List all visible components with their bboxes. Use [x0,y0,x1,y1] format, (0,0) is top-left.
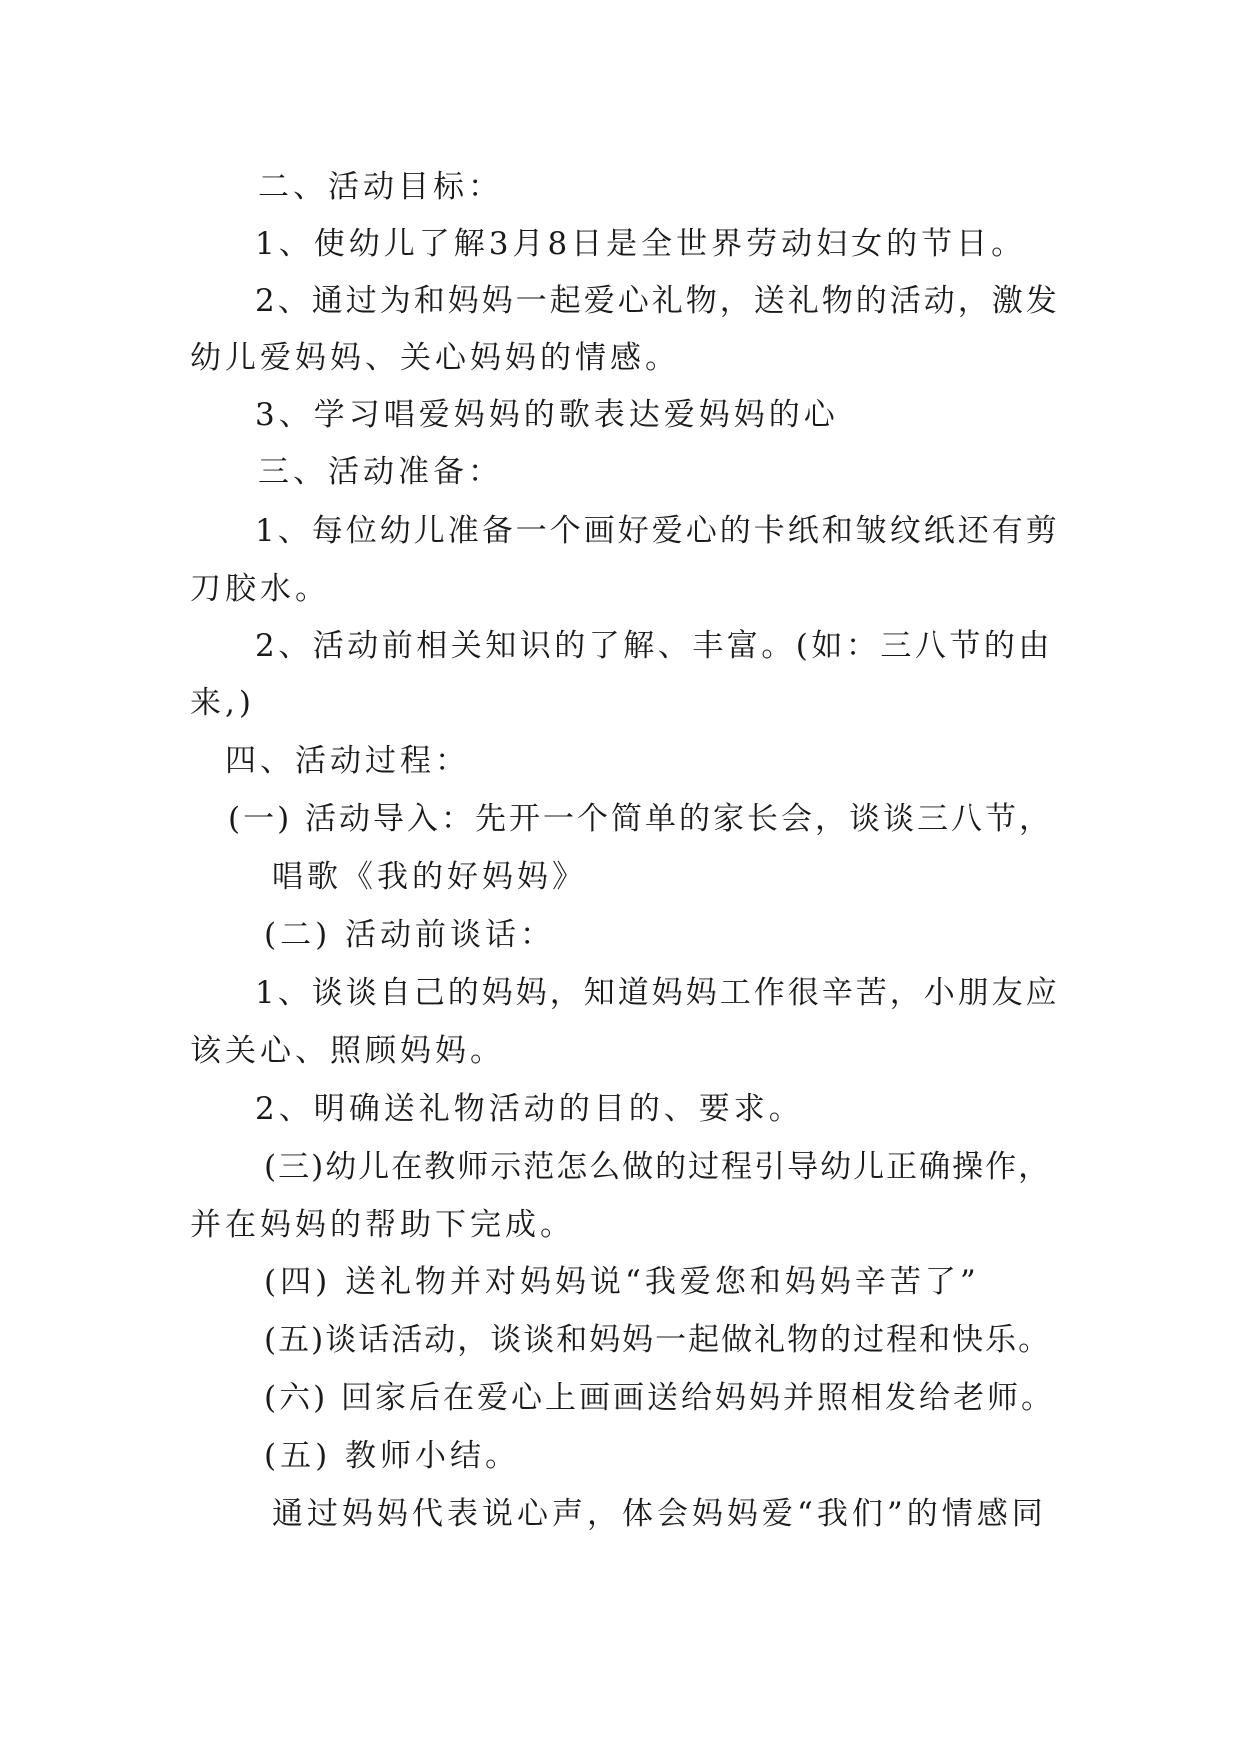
paragraph-line: (五) 教师小结。 [264,1438,521,1474]
paragraph-line: 2、明确送礼物活动的目的、要求。 [255,1091,804,1127]
paragraph-line: 2、通过为和妈妈一起爱心礼物，送礼物的活动，激发 [255,283,1060,319]
paragraph-line: 1、每位幼儿准备一个画好爱心的卡纸和皱纹纸还有剪 [255,513,1060,549]
paragraph-line: 来,) [190,685,255,721]
section-heading-process: 四、活动过程： [225,743,470,779]
paragraph-line: 3、学习唱爱妈妈的歌表达爱妈妈的心 [255,397,839,433]
paragraph-line: (三)幼儿在教师示范怎么做的过程引导幼儿正确操作， [264,1149,1052,1185]
paragraph-line: 并在妈妈的帮助下完成。 [190,1207,575,1243]
paragraph-line: (二) 活动前谈话： [264,917,556,953]
paragraph-line: 刀胶水。 [190,571,330,607]
paragraph-line: 该关心、照顾妈妈。 [190,1033,505,1069]
paragraph-line: (四) 送礼物并对妈妈说“我爱您和妈妈辛苦了” [264,1264,980,1300]
section-heading-goals: 二、活动目标： [258,169,503,205]
paragraph-line: 通过妈妈代表说心声，体会妈妈爱“我们”的情感同 [272,1496,1047,1532]
paragraph-line: (一) 活动导入：先开一个简单的家长会，谈谈三八节， [228,801,1054,837]
paragraph-line: 2、活动前相关知识的了解、丰富。(如：三八节的由 [255,628,1053,664]
paragraph-line: 1、使幼儿了解3月8日是全世界劳动妇女的节日。 [255,226,1027,262]
paragraph-line: 唱歌《我的好妈妈》 [272,859,587,895]
section-heading-preparation: 三、活动准备： [258,454,503,490]
paragraph-line: (六) 回家后在爱心上画画送给妈妈并照相发给老师。 [264,1380,1056,1416]
paragraph-line: (五)谈话活动，谈谈和妈妈一起做礼物的过程和快乐。 [264,1322,1052,1358]
paragraph-line: 1、谈谈自己的妈妈，知道妈妈工作很辛苦，小朋友应 [255,975,1060,1011]
paragraph-line: 幼儿爱妈妈、关心妈妈的情感。 [190,340,680,376]
